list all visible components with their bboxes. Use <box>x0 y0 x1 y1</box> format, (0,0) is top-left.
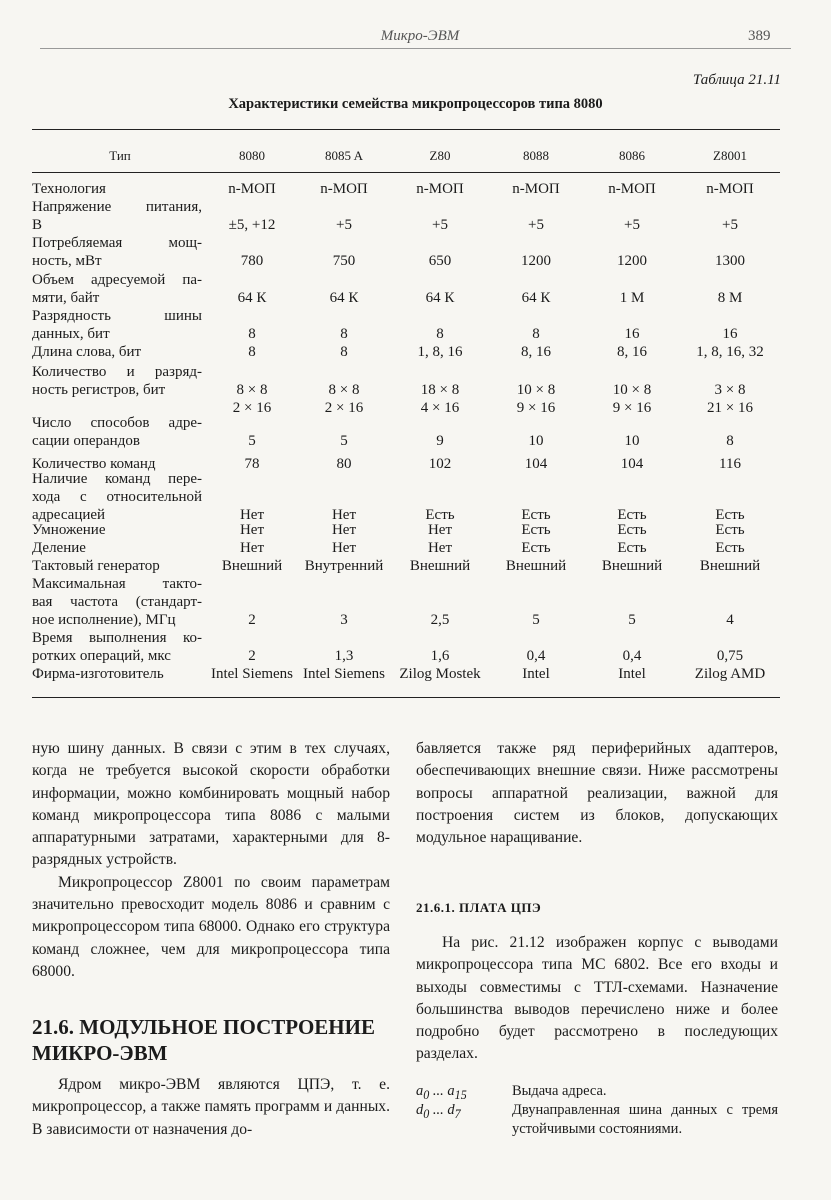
column-header: 8088 <box>523 148 549 163</box>
left-paragraph-3: Ядром микро-ЭВМ являются ЦПЭ, т. е. микропроцессор, а также память программ и данных. В зависимости от назначения до- <box>32 1076 390 1138</box>
row-label: данных, бит <box>32 326 110 342</box>
row-label: Число способов адре- <box>32 415 202 431</box>
table-cell: Внешний <box>699 558 761 574</box>
row-label: адресацией <box>32 507 106 523</box>
table-cell: Есть <box>617 540 647 556</box>
left-paragraph-2: Микропроцессор Z8001 по своим параметрам значительно превосходит модель 8086 и сравним с микропроцессором типа 68000. Однако его структура команд сложнее, чем для микропроцессора типа 68000. <box>32 873 390 980</box>
table-cell: Есть <box>617 522 647 538</box>
table-cell: 1, 8, 16 <box>417 344 463 360</box>
row-label: Количество и разряд- <box>32 364 202 380</box>
table-cell: 4 <box>726 612 734 628</box>
table-cell: Есть <box>715 507 745 523</box>
table-caption: Характеристики семейства микропроцессоров типа 8080 <box>228 96 603 112</box>
table-top-rule <box>32 129 780 130</box>
table-cell: 9 × 16 <box>612 400 652 416</box>
table-cell: Нет <box>331 540 357 556</box>
right-paragraph-2: На рис. 21.12 изображен корпус с выводами микропроцессора типа МС 6802. Все его входы и выходы совместимы с ТТЛ-схемами. Назначение большинства выводов перечислено ниже и более подробно будет рассмотрено в последующих разделах. <box>416 934 778 1063</box>
column-header: 8085 A <box>325 148 363 163</box>
row-label: Потребляемая мощ- <box>32 235 202 251</box>
table-cell: 5 <box>248 433 256 449</box>
row-label: Умножение <box>32 522 106 538</box>
table-cell: 64 К <box>425 290 455 306</box>
row-label: Длина слова, бит <box>32 344 142 360</box>
table-cell: 2 × 16 <box>232 400 272 416</box>
right-column-text <box>416 738 778 849</box>
table-cell: 21 × 16 <box>707 400 753 416</box>
table-cell: Нет <box>239 522 265 538</box>
row-label: Фирма-изготовитель <box>32 666 164 682</box>
table-cell: Есть <box>521 540 551 556</box>
row-label: ротких операций, мкс <box>32 648 171 664</box>
table-cell: Внешний <box>409 558 471 574</box>
row-label: ность регистров, бит <box>32 382 166 398</box>
table-cell: 8 <box>248 344 256 360</box>
row-label: хода с относительной <box>32 489 202 505</box>
table-cell: 104 <box>524 456 548 472</box>
table-cell: 16 <box>624 326 640 342</box>
table-cell: 18 × 8 <box>420 382 460 398</box>
table-cell: 10 × 8 <box>516 382 556 398</box>
table-cell: n-МОП <box>706 181 754 197</box>
signal-desc-data: Двунаправленная шина данных с тремя устойчивыми состояниями. <box>512 1102 778 1137</box>
table-cell: Нет <box>427 540 453 556</box>
column-header: 8086 <box>619 148 645 163</box>
table-cell: Zilog AMD <box>694 666 766 682</box>
table-cell: 80 <box>336 456 352 472</box>
table-cell: 8, 16 <box>617 344 647 360</box>
table-cell: 0,4 <box>526 648 546 664</box>
table-cell: 1 М <box>619 290 645 306</box>
row-label: Деление <box>32 540 86 556</box>
table-cell: Есть <box>521 507 551 523</box>
table-cell: 2 × 16 <box>324 400 364 416</box>
row-label: Максимальная такто- <box>32 576 202 592</box>
table-cell: 9 <box>436 433 444 449</box>
table-cell: 64 К <box>237 290 267 306</box>
signal-desc-address: Выдача адреса. <box>512 1083 607 1099</box>
table-cell: Есть <box>715 522 745 538</box>
row-label: мяти, байт <box>32 290 100 306</box>
table-cell: Нет <box>239 507 265 523</box>
table-cell: 4 × 16 <box>420 400 460 416</box>
table-cell: +5 <box>336 217 352 233</box>
row-label: Количество команд <box>32 456 156 472</box>
table-cell: +5 <box>528 217 544 233</box>
row-label: В <box>32 217 43 233</box>
table-cell: Intel <box>522 666 550 682</box>
table-cell: 1, 8, 16, 32 <box>696 344 764 360</box>
table-cell: 9 × 16 <box>516 400 556 416</box>
table-cell: 0,4 <box>622 648 642 664</box>
table-cell: 104 <box>620 456 644 472</box>
row-label: Наличие команд пере- <box>32 471 202 487</box>
section-heading-line-2: МИКРО-ЭВМ <box>32 1041 168 1065</box>
table-cell: 116 <box>719 456 741 472</box>
table-cell: 78 <box>244 456 260 472</box>
table-cell: Внешний <box>601 558 663 574</box>
table-cell: 8 × 8 <box>236 382 268 398</box>
table-cell: 3 <box>340 612 348 628</box>
table-cell: 3 × 8 <box>714 382 746 398</box>
table-cell: Нет <box>427 522 453 538</box>
row-label: сации операндов <box>32 433 140 449</box>
row-label: Технология <box>32 181 106 197</box>
table-cell: 64 К <box>521 290 551 306</box>
table-cell: 64 К <box>329 290 359 306</box>
header-divider <box>40 48 791 49</box>
table-cell: Нет <box>331 522 357 538</box>
table-cell: n-МОП <box>512 181 560 197</box>
subsection-heading: 21.6.1. ПЛАТА ЦПЭ <box>416 900 542 915</box>
table-cell: +5 <box>624 217 640 233</box>
row-label: вая частота (стандарт- <box>32 594 202 610</box>
table-cell: 8 × 8 <box>328 382 360 398</box>
table-cell: Есть <box>521 522 551 538</box>
table-bottom-rule <box>32 697 780 698</box>
signal-name-data: $d_0$ ... $d_7$ <box>416 1102 461 1121</box>
table-cell: 5 <box>340 433 348 449</box>
table-cell: 102 <box>428 456 452 472</box>
table-cell: 8 <box>340 326 348 342</box>
table-cell: Intel <box>618 666 646 682</box>
table-cell: 10 × 8 <box>612 382 652 398</box>
table-cell: 8 <box>726 433 734 449</box>
table-cell: 650 <box>428 253 452 269</box>
table-cell: n-МОП <box>320 181 368 197</box>
table-cell: Есть <box>715 540 745 556</box>
row-label: Объем адресуемой па- <box>32 272 202 288</box>
table-cell: 2 <box>248 612 256 628</box>
table-header-rule <box>32 172 780 173</box>
table-cell: 10 <box>624 433 640 449</box>
table-cell: ±5, +12 <box>228 217 276 233</box>
page-number: 389 <box>748 28 771 44</box>
row-label: Время выполнения ко- <box>32 630 202 646</box>
table-cell: 10 <box>528 433 544 449</box>
table-cell: n-МОП <box>416 181 464 197</box>
column-header: Z8001 <box>713 148 747 163</box>
row-label: ное исполнение), МГц <box>32 612 176 628</box>
table-cell: 8, 16 <box>521 344 551 360</box>
column-header: Z80 <box>429 148 451 163</box>
table-cell: Внешний <box>221 558 283 574</box>
table-cell: 2,5 <box>430 612 450 628</box>
table-cell: 8 <box>340 344 348 360</box>
table-cell: n-МОП <box>228 181 276 197</box>
table-cell: n-МОП <box>608 181 656 197</box>
row-label: ность, мВт <box>32 253 102 269</box>
table-cell: 8 <box>248 326 256 342</box>
table-cell: Внутренний <box>304 558 384 574</box>
table-cell: 1300 <box>715 253 745 269</box>
table-cell: 8 М <box>717 290 743 306</box>
table-cell: Intel Siemens <box>210 666 294 682</box>
section-heading-line-1: 21.6. МОДУЛЬНОЕ ПОСТРОЕНИЕ <box>32 1015 375 1039</box>
left-column-text <box>32 738 390 983</box>
table-cell: 0,75 <box>716 648 744 664</box>
table-cell: 2 <box>248 648 256 664</box>
section-heading <box>32 1014 375 1066</box>
right-paragraph-1: бавляется также ряд периферийных адаптеров, обеспечивающих внешние связи. Ниже рассмотрены вопросы аппаратной реализации, важной для построения систем из блоков, допускающих модульное наращивание. <box>416 740 778 847</box>
left-paragraph-3-block <box>32 1074 390 1141</box>
table-cell: Intel Siemens <box>302 666 386 682</box>
table-cell: 1200 <box>521 253 551 269</box>
table-cell: 8 <box>532 326 540 342</box>
left-paragraph-1: ную шину данных. В связи с этим в тех случаях, когда не требуется высокой скорости обработки информации, можно комбинировать мощный набор команд микропроцессора типа 8086 с малыми аппаратурными затратами, характерными для 8-разрядных устройств. <box>32 740 390 869</box>
table-cell: 1,6 <box>430 648 450 664</box>
table-cell: Есть <box>425 507 455 523</box>
row-label: Напряжение питания, <box>32 199 202 215</box>
table-cell: +5 <box>432 217 448 233</box>
right-paragraph-2-block <box>416 932 778 1066</box>
header-title: Микро-ЭВМ <box>380 28 460 44</box>
table-cell: 5 <box>628 612 636 628</box>
row-label: Разрядность шины <box>32 308 202 324</box>
column-header: 8080 <box>239 148 265 163</box>
table-cell: Нет <box>331 507 357 523</box>
table-cell: +5 <box>722 217 738 233</box>
table-cell: 5 <box>532 612 540 628</box>
table-cell: 8 <box>436 326 444 342</box>
table-cell: Внешний <box>505 558 567 574</box>
signal-name-address: $a_0$ ... $a_{15}$ <box>416 1083 467 1102</box>
table-cell: Zilog Mostek <box>399 666 481 682</box>
table-cell: 1200 <box>617 253 647 269</box>
table-cell: 16 <box>722 326 738 342</box>
table-cell: Есть <box>617 507 647 523</box>
table-label: Таблица 21.11 <box>692 72 781 88</box>
table-cell: 1,3 <box>334 648 354 664</box>
table-cell: 750 <box>332 253 356 269</box>
row-label: Тактовый генератор <box>32 558 160 574</box>
column-header-type: Тип <box>109 148 131 163</box>
table-cell: 780 <box>240 253 264 269</box>
table-cell: Нет <box>239 540 265 556</box>
